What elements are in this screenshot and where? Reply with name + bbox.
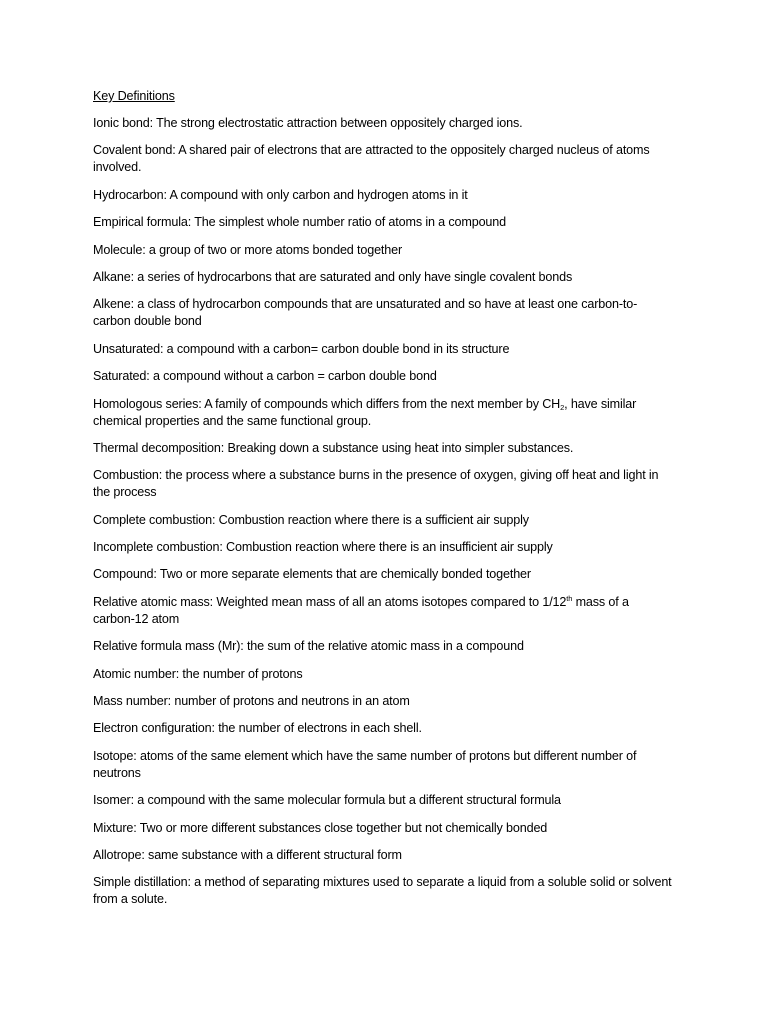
definition-incomplete-combustion: Incomplete combustion: Combustion reaction where there is an insufficient air supply — [93, 540, 553, 555]
definition-mass-number: Mass number: number of protons and neutrons in an atom — [93, 694, 410, 709]
definition-unsaturated: Unsaturated: a compound with a carbon= carbon double bond in its structure — [93, 341, 510, 356]
definition-allotrope: Allotrope: same substance with a different structural form — [93, 847, 402, 862]
definition-alkene: Alkene: a class of hydrocarbon compounds that are unsaturated and so have at least one carbon-to-carbon double bond — [93, 297, 638, 329]
definition-homologous-series-text: Homologous series: A family of compounds which differs from the next member by CH — [93, 396, 561, 411]
definition-homologous-series-rest: , have similar chemical properties and the same functional group. — [93, 396, 637, 428]
definition-atomic-number: Atomic number: the number of protons — [93, 666, 303, 681]
definition-combustion: Combustion: the process where a substance burns in the presence of oxygen, giving off heat and light in the process — [93, 468, 659, 500]
definition-isotope: Isotope: atoms of the same element which have the same number of protons but different number of neutrons — [93, 748, 637, 780]
definition-relative-atomic-mass — [93, 594, 673, 628]
definition-covalent-bond: Covalent bond: A shared pair of electrons that are attracted to the oppositely charged nucleus of atoms involved. — [93, 143, 650, 175]
definition-relative-atomic-mass-rest: mass of a carbon-12 atom — [93, 594, 629, 626]
definition-molecule: Molecule: a group of two or more atoms bonded together — [93, 242, 403, 257]
definition-complete-combustion: Complete combustion: Combustion reaction where there is a sufficient air supply — [93, 512, 529, 527]
definition-electron-configuration: Electron configuration: the number of electrons in each shell. — [93, 721, 422, 736]
definition-list — [93, 115, 673, 908]
definition-mixture: Mixture: Two or more different substances close together but not chemically bonded — [93, 820, 548, 835]
definition-alkane: Alkane: a series of hydrocarbons that are saturated and only have single covalent bonds — [93, 269, 573, 284]
page-heading: Key Definitions — [93, 89, 175, 103]
definition-homologous-series — [93, 396, 673, 430]
superscript-th: th — [566, 593, 573, 603]
definition-saturated: Saturated: a compound without a carbon = carbon double bond — [93, 369, 437, 384]
subscript-2: 2 — [560, 402, 565, 412]
document-page — [93, 88, 673, 919]
definition-simple-distillation: Simple distillation: a method of separating mixtures used to separate a liquid from a soluble solid or solvent from a solute. — [93, 875, 672, 907]
definition-compound: Compound: Two or more separate elements that are chemically bonded together — [93, 567, 531, 582]
definition-hydrocarbon: Hydrocarbon: A compound with only carbon and hydrogen atoms in it — [93, 187, 468, 202]
definition-relative-formula-mass: Relative formula mass (Mr): the sum of the relative atomic mass in a compound — [93, 639, 524, 654]
definition-relative-atomic-mass-text: Relative atomic mass: Weighted mean mass of all an atoms isotopes compared to 1/12 — [93, 594, 567, 609]
definition-ionic-bond: Ionic bond: The strong electrostatic attraction between oppositely charged ions. — [93, 116, 523, 130]
definition-thermal-decomposition: Thermal decomposition: Breaking down a substance using heat into simpler substances. — [93, 440, 574, 455]
definition-empirical-formula: Empirical formula: The simplest whole number ratio of atoms in a compound — [93, 215, 506, 230]
definition-isomer: Isomer: a compound with the same molecular formula but a different structural formula — [93, 793, 561, 808]
